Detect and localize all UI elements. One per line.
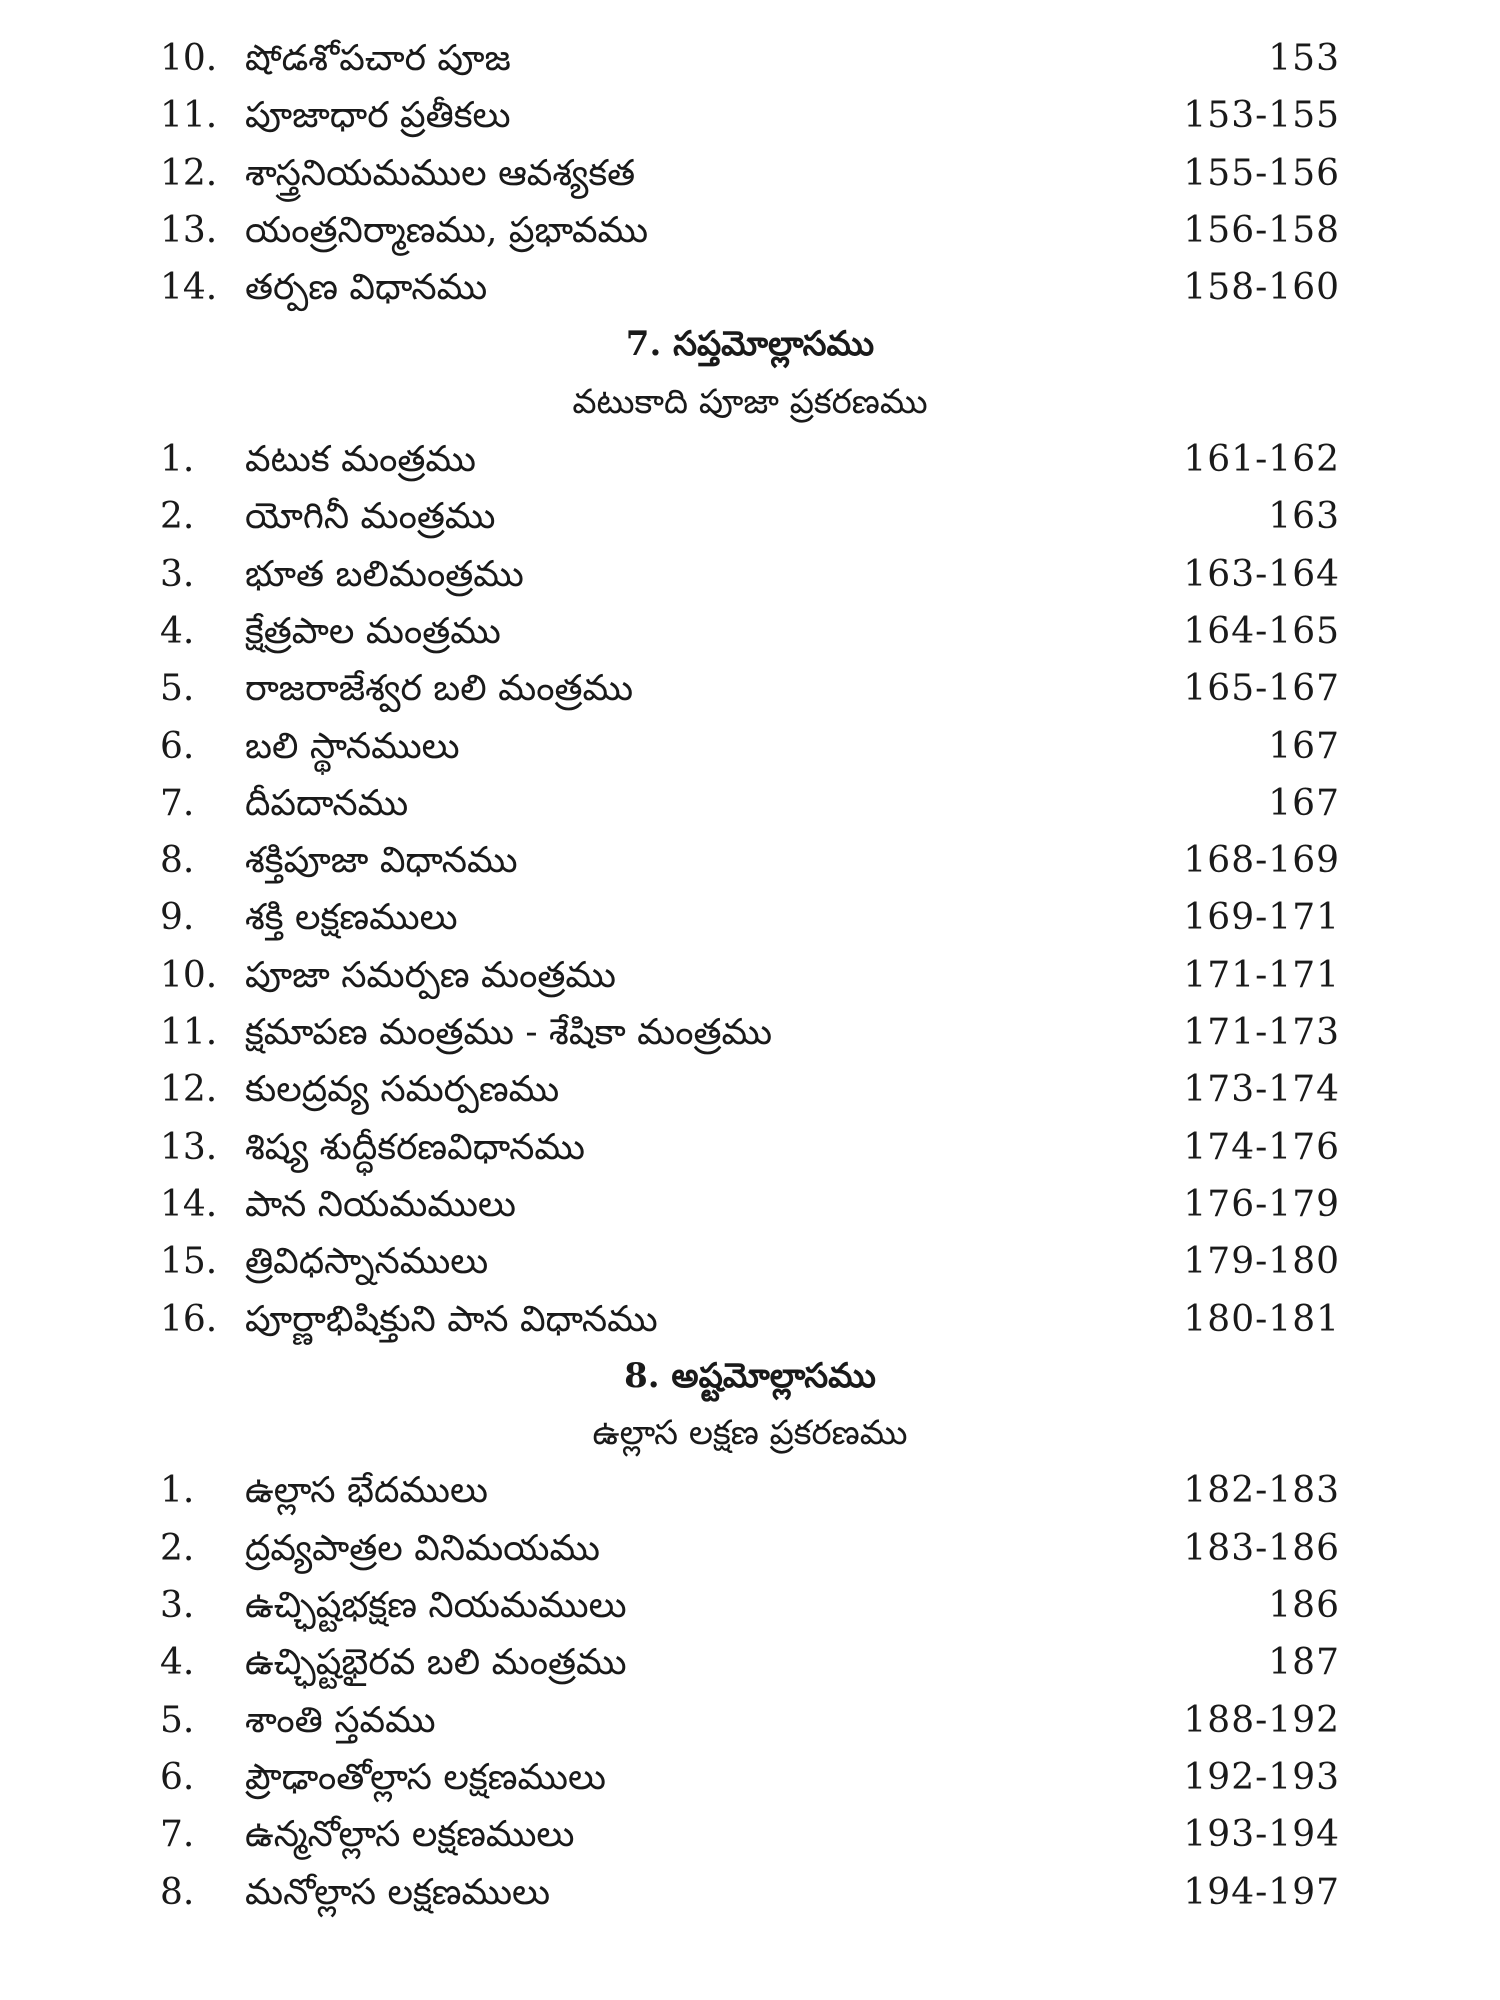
- entry-title: పూజాధార ప్రతీకలు: [245, 95, 511, 137]
- entry-number: 4.: [160, 610, 195, 652]
- entry-number: 6.: [160, 725, 195, 767]
- toc-entry: [0, 947, 1500, 1004]
- entry-pages: 192-193: [1183, 1756, 1340, 1798]
- toc-section-8: [0, 1348, 1500, 1921]
- entry-number: 5.: [160, 1699, 195, 1741]
- entry-pages: 183-186: [1183, 1527, 1340, 1569]
- toc-entry: [0, 1233, 1500, 1290]
- entry-pages: 167: [1268, 725, 1340, 767]
- entry-number: 11.: [160, 1012, 218, 1054]
- entry-title: బలి స్థానములు: [245, 725, 460, 767]
- entry-title: భూత బలిమంత్రము: [245, 553, 524, 595]
- entry-pages: 153-155: [1183, 95, 1340, 137]
- toc-entry: [0, 87, 1500, 144]
- entry-number: 13.: [160, 1126, 218, 1168]
- entry-pages: 158-160: [1183, 267, 1340, 309]
- entry-number: 6.: [160, 1756, 195, 1798]
- toc-entry: [0, 889, 1500, 946]
- entry-pages: 188-192: [1183, 1699, 1340, 1741]
- entry-title: త్రివిధస్నానములు: [245, 1241, 489, 1283]
- toc-entry: [0, 718, 1500, 775]
- entry-pages: 155-156: [1183, 152, 1340, 194]
- toc-entry: [0, 775, 1500, 832]
- entry-title: యోగినీ మంత్రము: [245, 496, 496, 538]
- entry-pages: 163: [1268, 496, 1340, 538]
- entry-number: 12.: [160, 152, 218, 194]
- entry-pages: 171-171: [1183, 954, 1340, 996]
- section-subheading: వటుకాది పూజా ప్రకరణము: [572, 381, 928, 422]
- entry-pages: 180-181: [1183, 1298, 1340, 1340]
- entry-number: 16.: [160, 1298, 218, 1340]
- entry-title: తర్పణ విధానము: [245, 267, 488, 309]
- entry-title: వటుక మంత్రము: [245, 439, 476, 481]
- toc-entry: [0, 1634, 1500, 1691]
- entry-title: శాస్త్రనియమముల ఆవశ్యకత: [245, 152, 636, 194]
- entry-title: ప్రౌఢాంతోల్లాస లక్షణములు: [245, 1756, 606, 1798]
- entry-number: 11.: [160, 95, 218, 137]
- entry-number: 1.: [160, 1470, 195, 1512]
- entry-number: 5.: [160, 668, 195, 710]
- toc-entry: [0, 30, 1500, 87]
- table-of-contents: [0, 30, 1500, 1921]
- entry-title: యంత్రనిర్మాణము, ప్రభావము: [245, 209, 649, 251]
- entry-number: 15.: [160, 1241, 218, 1283]
- entry-title: కులద్రవ్య సమర్పణము: [245, 1069, 560, 1111]
- toc-entry: [0, 145, 1500, 202]
- entry-title: ఉన్మనోల్లాస లక్షణములు: [245, 1814, 575, 1856]
- entry-pages: 173-174: [1183, 1069, 1340, 1111]
- entry-pages: 194-197: [1183, 1871, 1340, 1913]
- entry-number: 1.: [160, 439, 195, 481]
- entry-pages: 165-167: [1183, 668, 1340, 710]
- toc-entry: [0, 202, 1500, 259]
- entry-number: 9.: [160, 897, 195, 939]
- toc-entry: [0, 1864, 1500, 1921]
- entry-pages: 153: [1268, 38, 1340, 79]
- entry-number: 8.: [160, 1871, 195, 1913]
- toc-entry: [0, 1004, 1500, 1061]
- section-heading: 8. అష్టమోల్లాసము: [624, 1355, 876, 1396]
- toc-entry: [0, 660, 1500, 717]
- entry-title: మనోల్లాస లక్షణములు: [245, 1871, 551, 1913]
- toc-entry: [0, 546, 1500, 603]
- entry-pages: 182-183: [1183, 1470, 1340, 1512]
- entry-number: 12.: [160, 1069, 218, 1111]
- section-heading: 7. సప్తమోల్లాసము: [625, 324, 875, 365]
- toc-entry: [0, 488, 1500, 545]
- entry-title: దీపదానము: [245, 782, 409, 824]
- entry-number: 3.: [160, 553, 195, 595]
- entry-number: 2.: [160, 1527, 195, 1569]
- entry-title: రాజరాజేశ్వర బలి మంత్రము: [245, 668, 634, 710]
- toc-entry: [0, 832, 1500, 889]
- entry-number: 3.: [160, 1585, 195, 1627]
- entry-number: 4.: [160, 1642, 195, 1684]
- toc-entry: [0, 1520, 1500, 1577]
- entry-pages: 161-162: [1183, 439, 1340, 481]
- toc-entry: [0, 431, 1500, 488]
- entry-number: 10.: [160, 954, 218, 996]
- entry-pages: 167: [1268, 782, 1340, 824]
- entry-pages: 164-165: [1183, 610, 1340, 652]
- entry-pages: 169-171: [1183, 897, 1340, 939]
- entry-title: శక్తి లక్షణములు: [245, 897, 458, 939]
- toc-entry: [0, 1577, 1500, 1634]
- entry-pages: 187: [1268, 1642, 1340, 1684]
- toc-entry: [0, 1806, 1500, 1863]
- toc-entry: [0, 1176, 1500, 1233]
- entry-number: 10.: [160, 38, 218, 79]
- entry-pages: 193-194: [1183, 1814, 1340, 1856]
- entry-title: షోడశోపచార పూజ: [245, 38, 511, 79]
- entry-title: ఉల్లాస భేదములు: [245, 1470, 488, 1512]
- entry-title: ద్రవ్యపాత్రల వినిమయము: [245, 1527, 600, 1569]
- toc-entry: [0, 1119, 1500, 1176]
- entry-number: 7.: [160, 1814, 195, 1856]
- entry-title: క్షేత్రపాల మంత్రము: [245, 610, 501, 652]
- entry-pages: 179-180: [1183, 1241, 1340, 1283]
- entry-pages: 163-164: [1183, 553, 1340, 595]
- entry-pages: 176-179: [1183, 1183, 1340, 1225]
- toc-entry: [0, 1061, 1500, 1118]
- entry-number: 8.: [160, 840, 195, 882]
- entry-title: శిష్య శుద్ధీకరణవిధానము: [245, 1126, 585, 1168]
- toc-entry: [0, 1462, 1500, 1519]
- entry-title: పాన నియమములు: [245, 1183, 516, 1225]
- entry-number: 7.: [160, 782, 195, 824]
- entry-title: ఉచ్ఛిష్టభైరవ బలి మంత్రము: [245, 1642, 627, 1684]
- entry-title: శక్తిపూజా విధానము: [245, 840, 518, 882]
- toc-entry: [0, 259, 1500, 316]
- section-subheading: ఉల్లాస లక్షణ ప్రకరణము: [592, 1413, 908, 1454]
- toc-section-continued: [0, 30, 1500, 316]
- entry-pages: 156-158: [1183, 209, 1340, 251]
- toc-section-7: [0, 316, 1500, 1347]
- entry-number: 13.: [160, 209, 218, 251]
- entry-title: పూర్ణాభిషిక్తుని పాన విధానము: [245, 1298, 658, 1340]
- entry-number: 14.: [160, 1183, 218, 1225]
- entry-pages: 171-173: [1183, 1012, 1340, 1054]
- toc-entry: [0, 1749, 1500, 1806]
- entry-number: 2.: [160, 496, 195, 538]
- entry-title: పూజా సమర్పణ మంత్రము: [245, 954, 616, 996]
- toc-entry: [0, 1291, 1500, 1348]
- toc-entry: [0, 603, 1500, 660]
- entry-title: ఉచ్ఛిష్టభక్షణ నియమములు: [245, 1585, 627, 1627]
- entry-number: 14.: [160, 267, 218, 309]
- entry-title: క్షమాపణ మంత్రము - శేషికా మంత్రము: [245, 1012, 773, 1054]
- entry-title: శాంతి స్తవము: [245, 1699, 436, 1741]
- toc-entry: [0, 1692, 1500, 1749]
- entry-pages: 174-176: [1183, 1126, 1340, 1168]
- entry-pages: 168-169: [1183, 840, 1340, 882]
- entry-pages: 186: [1268, 1585, 1340, 1627]
